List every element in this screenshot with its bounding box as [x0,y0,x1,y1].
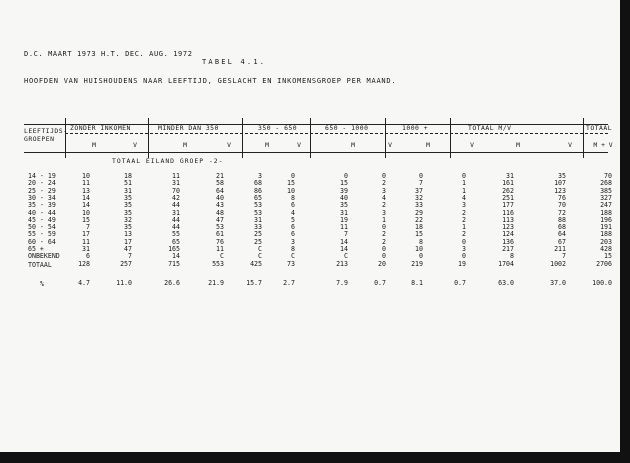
table-cell: 14 [82,201,90,210]
table-cell: 31 [172,208,180,217]
table-cell: 8 [510,252,514,261]
age-group-label: ONBEKEND [28,252,60,261]
table-cell: 15 [82,215,90,224]
sub-header-10: V [470,141,474,149]
sub-header-4: V [227,141,231,149]
table-cell: 1 [382,215,386,224]
table-cell: 14 [340,245,348,253]
table-cell: 2 [462,215,466,224]
totaal-cell: 73 [287,260,295,268]
table-cell: 191 [600,223,612,232]
pct-cell: 100.0 [592,279,612,287]
table-cell: 35 [124,193,132,202]
table-cell: 76 [216,237,224,246]
table-cell: 47 [124,245,132,253]
table-cell: 33 [254,223,262,232]
table-cell: 17 [82,230,90,239]
table-cell: 1 [462,223,466,232]
rule-sub [24,152,608,153]
table-cell: 3 [291,237,295,246]
table-cell: 188 [600,230,612,239]
totaal-cell: 213 [336,260,348,268]
age-group-label: 65 + [28,245,44,253]
table-cell: 11 [216,245,224,253]
table-cell: 0 [291,172,295,180]
table-cell: 18 [124,172,132,180]
age-group-label: 50 - 54 [28,223,56,232]
table-cell: 55 [172,230,180,239]
age-group-label: 45 - 49 [28,215,56,224]
table-cell: 48 [216,208,224,217]
rule-v-3 [310,118,311,158]
age-group-label: 30 - 34 [28,193,56,202]
table-cell: 70 [558,201,566,210]
totaal-cell: 553 [212,260,224,268]
group-header-350-650: 350 - 650 [258,124,298,132]
table-cell: 6 [291,230,295,239]
table-cell: 3 [462,201,466,210]
table-cell: 53 [216,223,224,232]
table-cell: 70 [604,172,612,180]
table-cell: 1 [462,186,466,195]
table-cell: 15 [287,179,295,188]
table-cell: 58 [216,179,224,188]
table-cell: 107 [554,179,566,188]
table-cell: 4 [291,208,295,217]
table-cell: 31 [506,172,514,180]
table-cell: 40 [340,193,348,202]
table-cell: 0 [382,252,386,261]
table-cell: 53 [254,201,262,210]
totaal-label: TOTAAL [28,261,52,269]
table-cell: 0 [382,223,386,232]
totaal-cell: 128 [78,260,90,268]
table-cell: 88 [558,215,566,224]
table-cell: 31 [124,186,132,195]
table-cell: 13 [124,230,132,239]
pct-cell: 0.7 [454,279,466,287]
table-cell: 31 [82,245,90,253]
table-cell: 123 [502,223,514,232]
table-cell: 196 [600,215,612,224]
group-header-650-1000: 650 - 1000 [325,124,369,132]
table-title: HOOFDEN VAN HUISHOUDENS NAAR LEEFTIJD, GESLACHT EN INKOMENSGROEP PER MAAND. [24,77,397,85]
table-cell: 6 [86,252,90,261]
table-cell: 4 [382,193,386,202]
table-cell: 0 [344,172,348,180]
table-cell: 70 [172,186,180,195]
age-group-label: 60 - 64 [28,237,56,246]
table-cell: 2 [382,230,386,239]
table-cell: 35 [124,223,132,232]
table-cell: 428 [600,245,612,253]
table-cell: 385 [600,186,612,195]
table-cell: 18 [415,223,423,232]
rule-v-6 [583,118,584,158]
table-cell: 35 [340,201,348,210]
table-cell: 247 [600,201,612,210]
table-cell: 32 [415,193,423,202]
table-cell: 64 [558,230,566,239]
pct-cell: 2.7 [283,279,295,287]
table-cell: 67 [558,237,566,246]
table-cell: 65 [172,237,180,246]
table-cell: C [344,252,348,261]
table-cell: 31 [340,208,348,217]
table-cell: 177 [502,201,514,210]
pct-cell: 8.1 [411,279,423,287]
sub-header-8: V [388,141,392,149]
table-cell: 43 [216,201,224,210]
group-header-minder-dan-350: MINDER DAN 350 [158,124,219,132]
table-cell: 0 [419,172,423,180]
table-cell: 65 [254,193,262,202]
table-cell: 251 [502,193,514,202]
age-group-label: 14 - 19 [28,172,56,180]
sub-header-1: M [92,141,96,149]
group-header-totaal-mv: TOTAAL M/V [468,124,512,132]
table-cell: 14 [340,237,348,246]
table-cell: 14 [82,193,90,202]
tabel-number: TABEL 4.1. [202,58,267,66]
sub-header-6: V [297,141,301,149]
group-header-1000-plus: 1000 + [402,124,429,132]
age-group-label: 25 - 29 [28,186,56,195]
table-cell: 35 [124,201,132,210]
table-cell: 39 [340,186,348,195]
table-cell: 8 [291,245,295,253]
age-group-label: 35 - 39 [28,201,56,210]
sub-header-5: M [265,141,269,149]
table-cell: 3 [462,245,466,253]
totaal-cell: 219 [411,260,423,268]
table-cell: 116 [502,208,514,217]
table-cell: C [220,252,224,261]
table-cell: 25 [254,237,262,246]
age-group-label: 55 - 59 [28,230,56,239]
table-cell: 11 [172,172,180,180]
table-cell: 3 [382,186,386,195]
table-cell: 203 [600,237,612,246]
rowhead-line1: LEEFTIJDS- [24,127,68,135]
rule-v-5 [450,118,451,158]
table-cell: 10 [82,208,90,217]
pct-label: % [40,280,44,288]
table-cell: C [258,252,262,261]
rule-v-4 [385,118,386,158]
table-cell: 136 [502,237,514,246]
table-cell: 165 [168,245,180,253]
pct-cell: 63.0 [498,279,514,287]
table-cell: 68 [254,179,262,188]
pct-cell: 15.7 [246,279,262,287]
scan-edge-right [620,0,630,463]
table-cell: 44 [172,201,180,210]
table-cell: 32 [124,215,132,224]
table-cell: 35 [124,208,132,217]
table-cell: 2 [462,208,466,217]
table-cell: 3 [382,208,386,217]
table-cell: 2 [382,179,386,188]
pct-cell: 7.9 [336,279,348,287]
rowhead-line2: GROEPEN [24,135,55,143]
table-cell: 11 [340,223,348,232]
group-header-totaal: TOTAAL [586,124,613,132]
pct-cell: 11.0 [116,279,132,287]
table-cell: 268 [600,179,612,188]
table-cell: 0 [382,172,386,180]
table-cell: 14 [172,252,180,261]
table-cell: 29 [415,208,423,217]
section-label: TOTAAL EILAND GROEP -2- [112,157,224,165]
table-cell: 0 [419,252,423,261]
table-cell: 10 [82,172,90,180]
table-cell: 123 [554,186,566,195]
table-cell: 35 [558,172,566,180]
group-header-zonder-inkomen: ZONDER INKOMEN [70,124,131,132]
table-cell: 4 [462,193,466,202]
table-cell: 64 [216,186,224,195]
table-cell: 19 [340,215,348,224]
age-group-label: 20 - 24 [28,179,56,188]
table-cell: 6 [291,201,295,210]
table-cell: 8 [419,237,423,246]
totaal-cell: 425 [250,260,262,268]
table-cell: 11 [82,237,90,246]
table-cell: 3 [258,172,262,180]
table-cell: 2 [382,237,386,246]
table-cell: 31 [172,179,180,188]
table-cell: 15 [415,230,423,239]
sub-header-13: M + V [593,141,613,149]
table-cell: 6 [291,223,295,232]
table-cell: C [291,252,295,261]
table-cell: 22 [415,215,423,224]
table-cell: 61 [216,230,224,239]
table-cell: 188 [600,208,612,217]
table-cell: 113 [502,215,514,224]
rule-v-0 [65,118,66,158]
table-cell: 0 [462,252,466,261]
rule-v-1 [148,118,149,158]
totaal-cell: 20 [378,260,386,268]
table-cell: 327 [600,193,612,202]
sub-header-3: M [183,141,187,149]
table-cell: 72 [558,208,566,217]
sub-header-11: M [516,141,520,149]
totaal-cell: 257 [120,260,132,268]
table-cell: 42 [172,193,180,202]
table-cell: 217 [502,245,514,253]
rule-v-2 [242,118,243,158]
table-cell: 211 [554,245,566,253]
table-cell: 0 [462,237,466,246]
table-cell: 17 [124,237,132,246]
pct-cell: 37.0 [550,279,566,287]
table-cell: 51 [124,179,132,188]
table-cell: 40 [216,193,224,202]
table-cell: 10 [287,186,295,195]
table-cell: 0 [462,172,466,180]
age-group-label: 40 - 44 [28,208,56,217]
table-cell: 15 [340,179,348,188]
table-cell: 0 [382,245,386,253]
table-cell: 21 [216,172,224,180]
pct-cell: 21.9 [208,279,224,287]
table-cell: C [258,245,262,253]
table-cell: 7 [344,230,348,239]
table-cell: 124 [502,230,514,239]
table-cell: 161 [502,179,514,188]
sub-header-9: M [426,141,430,149]
table-cell: 13 [82,186,90,195]
table-cell: 7 [86,223,90,232]
scan-edge-bottom [0,452,630,463]
table-cell: 53 [254,208,262,217]
table-cell: 86 [254,186,262,195]
table-cell: 15 [604,252,612,261]
totaal-cell: 715 [168,260,180,268]
table-cell: 262 [502,186,514,195]
table-cell: 44 [172,223,180,232]
sub-header-12: V [568,141,572,149]
sub-header-2: V [133,141,137,149]
table-cell: 33 [415,201,423,210]
sub-header-7: M [351,141,355,149]
table-cell: 68 [558,223,566,232]
table-cell: 7 [562,252,566,261]
table-cell: 7 [128,252,132,261]
table-cell: 37 [415,186,423,195]
table-cell: 11 [82,179,90,188]
table-cell: 31 [254,215,262,224]
table-cell: 47 [216,215,224,224]
table-cell: 5 [291,215,295,224]
source-line: D.C. MAART 1973 H.T. DEC. AUG. 1972 [24,50,193,58]
rule-group [65,133,608,134]
table-cell: 8 [291,193,295,202]
totaal-cell: 1704 [498,260,514,268]
table-cell: 76 [558,193,566,202]
totaal-cell: 1002 [550,260,566,268]
table-cell: 25 [254,230,262,239]
pct-cell: 4.7 [78,279,90,287]
table-cell: 7 [419,179,423,188]
table-cell: 2 [462,230,466,239]
table-cell: 44 [172,215,180,224]
table-cell: 10 [415,245,423,253]
pct-cell: 0.7 [374,279,386,287]
totaal-cell: 19 [458,260,466,268]
table-cell: 2 [382,201,386,210]
table-cell: 1 [462,179,466,188]
totaal-cell: 2706 [596,260,612,268]
pct-cell: 26.6 [164,279,180,287]
